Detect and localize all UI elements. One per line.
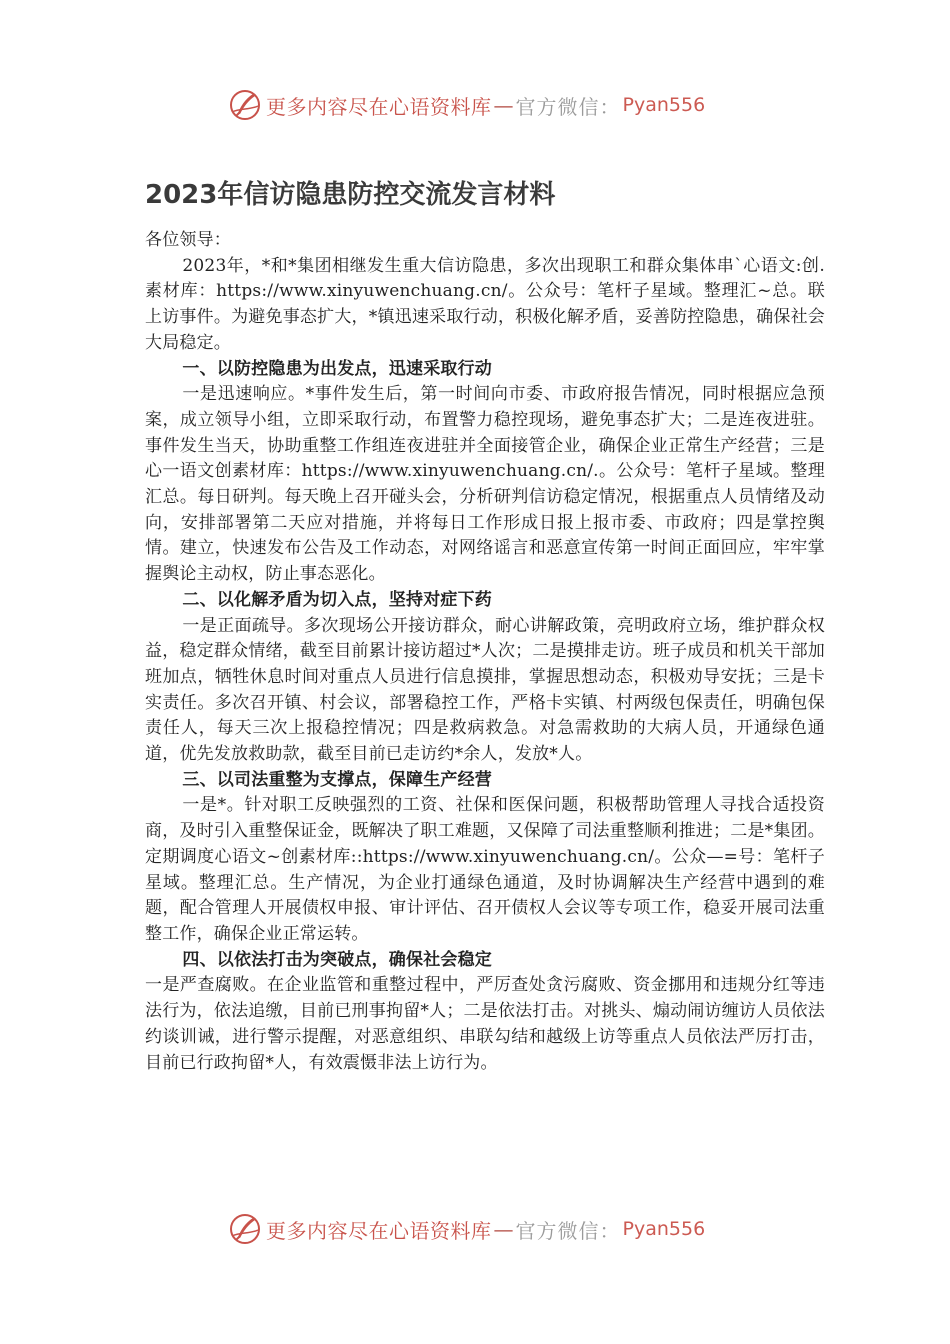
section-heading-2: 二、以化解矛盾为切入点，坚持对症下药 bbox=[182, 589, 492, 610]
quill-pen-icon bbox=[228, 88, 262, 122]
banner-main-text: 更多内容尽在心语资料库 bbox=[266, 1218, 492, 1243]
footer-watermark-banner bbox=[228, 1212, 705, 1246]
intro-paragraph: 2023年，*和*集团相继发生重大信访隐患，多次出现职工和群众集体串`心语文:创.素材库：https://www.xinyuwenchuang.cn/。公众号：笔杆子星域。整理汇~总。联上访事件。为避免事态扩大，*镇迅速采取行动，积极化解矛盾，妥善防控隐患，确保社会大局稳定。 bbox=[145, 255, 825, 353]
banner-brand: Pyan556 bbox=[622, 94, 706, 116]
section-4-paragraph: 一是严查腐败。在企业监管和重整过程中，严厉查处贪污腐败、资金挪用和违规分红等违法行为，依法追缴，目前已刑事拘留*人；二是依法打击。对挑头、煽动闹访缠访人员依法约谈训诫，进行警示提醒，对恶意组织、串联勾结和越级上访等重点人员依法严厉打击，目前已行政拘留*人，有效震慑非法上访行为。 bbox=[145, 975, 825, 1073]
section-1-paragraph: 一是迅速响应。*事件发生后，第一时间向市委、市政府报告情况，同时根据应急预案，成立领导小组，立即采取行动，布置警力稳控现场，避免事态扩大；二是连夜进驻。事件发生当天，协助重整工作组连夜进驻并全面接管企业，确保企业正常生产经营；三是心一语文创素材库：https://www.xinyuwenchuang.cn/.。公众号：笔杆子星域。整理汇总。每日研判。每天晚上召开碰头会，分析研判信访稳定情况，根据重点人员情绪及动向，安排部署第二天应对措施，并将每日工作形成日报上报市委、市政府；四是掌控舆情。建立，快速发布公告及工作动态，对网络谣言和恶意宣传第一时间正面回应，牢牢掌握舆论主动权，防止事态恶化。 bbox=[145, 384, 825, 585]
banner-sub-text: 官方微信： bbox=[515, 1218, 621, 1243]
banner-dash: — bbox=[493, 93, 514, 117]
section-heading-1: 一、以防控隐患为出发点，迅速采取行动 bbox=[182, 358, 492, 379]
section-2-paragraph: 一是正面疏导。多次现场公开接访群众，耐心讲解政策，亮明政府立场，维护群众权益，稳定群众情绪，截至目前累计接访超过*人次；二是摸排走访。班子成员和机关干部加班加点，牺牲休息时间对重点人员进行信息摸排，掌握思想动态，积极劝导安抚；三是卡实责任。多次召开镇、村会议，部署稳控工作，严格卡实镇、村两级包保责任，明确包保责任人，每天三次上报稳控情况；四是救病救急。对急需救助的大病人员，开通绿色通道，优先发放救助款，截至目前已走访约*余人，发放*人。 bbox=[145, 615, 825, 765]
section-3-paragraph: 一是*。针对职工反映强烈的工资、社保和医保问题，积极帮助管理人寻找合适投资商，及时引入重整保证金，既解决了职工难题，又保障了司法重整顺利推进；二是*集团。定期调度心语文~创素材库::https://www.xinyuwenchuang.cn/。公众—=号：笔杆子星域。整理汇总。生产情况，为企业打通绿色通道，及时协调解决生产经营中遇到的难题，配合管理人开展债权申报、审计评估、召开债权人会议等专项工作，稳妥开展司法重整工作，确保企业正常运转。 bbox=[145, 795, 825, 944]
header-watermark-banner bbox=[228, 88, 705, 122]
document-body bbox=[145, 228, 825, 1076]
banner-dash: — bbox=[493, 1217, 514, 1241]
banner-sub-text: 官方微信： bbox=[515, 94, 621, 119]
banner-main-text: 更多内容尽在心语资料库 bbox=[266, 94, 492, 119]
section-heading-3: 三、以司法重整为支撑点，保障生产经营 bbox=[182, 769, 492, 790]
salutation: 各位领导： bbox=[145, 230, 231, 250]
document-title: 2023年信访隐患防控交流发言材料 bbox=[145, 180, 556, 210]
banner-brand: Pyan556 bbox=[622, 1218, 706, 1240]
section-heading-4: 四、以依法打击为突破点，确保社会稳定 bbox=[182, 949, 492, 970]
quill-pen-icon bbox=[228, 1212, 262, 1246]
